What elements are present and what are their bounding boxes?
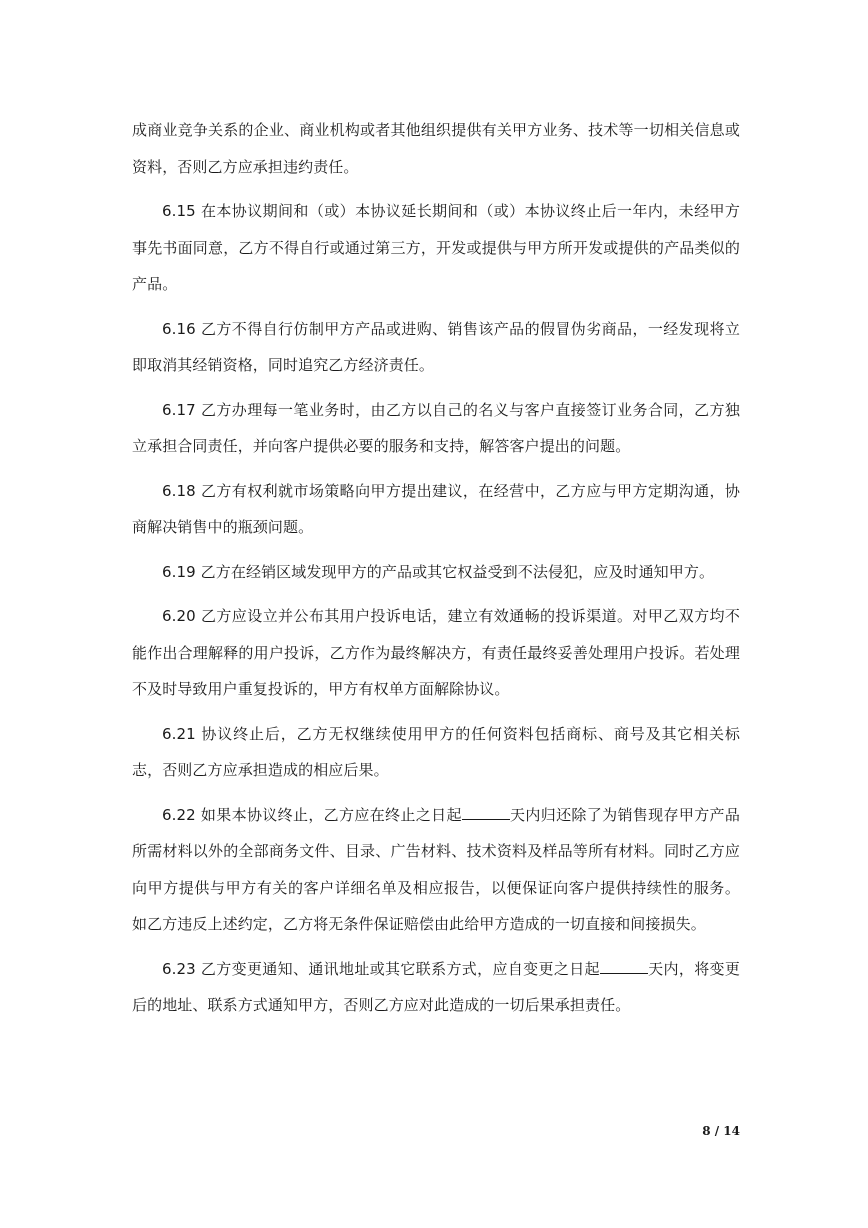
clause-6-19: 6.19 乙方在经销区域发现甲方的产品或其它权益受到不法侵犯，应及时通知甲方。 (162, 562, 715, 581)
blank-fill-field (600, 959, 648, 974)
clause-6-23 (132, 951, 740, 1024)
page-number: 8 / 14 (702, 1124, 740, 1138)
clause-6-16: 6.16 乙方不得自行仿制甲方产品或进购、销售该产品的假冒伪劣商品，一经发现将立即取消其经销资格，同时追究乙方经济责任。 (132, 319, 740, 374)
blank-fill-field (462, 805, 510, 820)
paragraph-continued: 成商业竞争关系的企业、商业机构或者其他组织提供有关甲方业务、技术等一切相关信息或资料，否则乙方应承担违约责任。 (132, 121, 740, 176)
clause-6-18: 6.18 乙方有权利就市场策略向甲方提出建议，在经营中，乙方应与甲方定期沟通，协商解决销售中的瓶颈问题。 (132, 481, 740, 536)
clause-6-17: 6.17 乙方办理每一笔业务时，由乙方以自己的名义与客户直接签订业务合同，乙方独立承担合同责任，并向客户提供必要的服务和支持，解答客户提出的问题。 (132, 400, 740, 455)
clause-6-21: 6.21 协议终止后，乙方无权继续使用甲方的任何资料包括商标、商号及其它相关标志，否则乙方应承担造成的相应后果。 (132, 724, 740, 779)
clause-6-22-before: 6.22 如果本协议终止，乙方应在终止之日起 (162, 805, 462, 824)
document-body (132, 112, 740, 1032)
clause-6-22-after: 天内归还除了为销售现存甲方产品所需材料以外的全部商务文件、目录、广告材料、技术资料及样品等所有材料。同时乙方应向甲方提供与甲方有关的客户详细名单及相应报告，以便保证向客户提供持续性的服务。 如乙方违反上述约定，乙方将无条件保证赔偿由此给甲方造成的一切直接和间接损失。 (132, 805, 740, 933)
clause-6-23-after: 天内，将变更后的地址、联系方式通知甲方，否则乙方应对此造成的一切后果承担责任。 (132, 959, 740, 1014)
clause-6-23-before: 6.23 乙方变更通知、通讯地址或其它联系方式，应自变更之日起 (162, 959, 600, 978)
clause-6-22 (132, 797, 740, 943)
clause-6-20: 6.20 乙方应设立并公布其用户投诉电话，建立有效通畅的投诉渠道。对甲乙双方均不能作出合理解释的用户投诉，乙方作为最终解决方，有责任最终妥善处理用户投诉。若处理不及时导致用户重复投诉的，甲方有权单方面解除协议。 (132, 607, 740, 698)
clause-6-15: 6.15 在本协议期间和（或）本协议延长期间和（或）本协议终止后一年内，未经甲方事先书面同意，乙方不得自行或通过第三方，开发或提供与甲方所开发或提供的产品类似的产品。 (132, 202, 740, 293)
